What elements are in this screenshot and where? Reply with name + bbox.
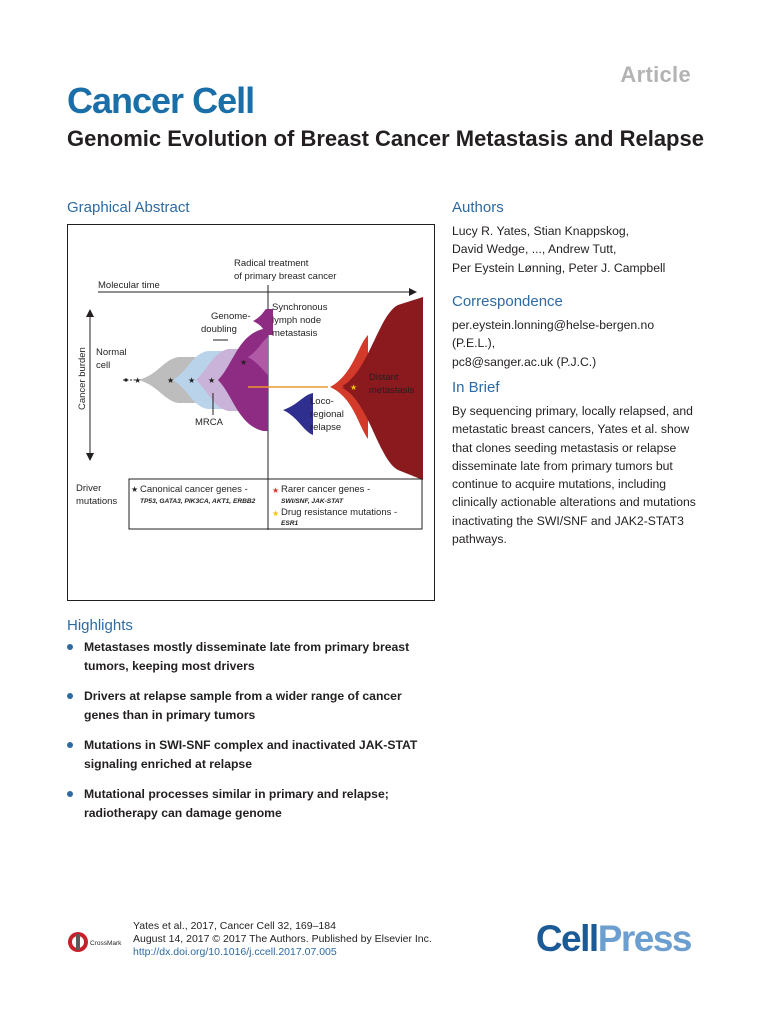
svg-text:★: ★ — [188, 376, 196, 385]
highlight-item: Mutational processes similar in primary and relapse; radiotherapy can damage genome — [67, 785, 437, 822]
loco-regional-label: Loco- — [310, 396, 334, 407]
journal-logo: Cancer Cell — [67, 80, 255, 121]
cancer-burden-label: Cancer burden — [77, 347, 88, 410]
genome-doubling-label: Genome- — [211, 311, 251, 322]
svg-text:★: ★ — [131, 485, 139, 494]
crossmark-logo[interactable] — [67, 930, 127, 954]
bullet-icon — [67, 742, 73, 748]
date-line: August 14, 2017 © 2017 The Authors. Published by Elsevier Inc. — [133, 933, 432, 945]
citation-footer — [133, 920, 432, 959]
highlight-item: Drivers at relapse sample from a wider range of cancer genes than in primary tumors — [67, 687, 437, 724]
mrca-label: MRCA — [195, 417, 223, 428]
svg-text:★: ★ — [272, 509, 280, 518]
bullet-icon — [67, 693, 73, 699]
svg-text:★: ★ — [208, 376, 216, 385]
in-brief-heading: In Brief — [452, 379, 500, 396]
email-link-1[interactable]: per.eystein.lonning@helse-bergen.no — [452, 318, 655, 332]
distant-metastasis-label: Distant — [369, 372, 399, 383]
svg-text:doubling: doubling — [201, 324, 237, 335]
drug-resistance-genes: ESR1 — [281, 520, 299, 527]
graphical-abstract-figure — [67, 224, 435, 601]
driver-mutations-label: Driver — [76, 483, 102, 494]
evolution-diagram — [68, 225, 434, 600]
svg-text:★: ★ — [350, 383, 358, 392]
svg-text:mutations: mutations — [76, 496, 118, 507]
bullet-icon — [67, 644, 73, 650]
highlight-item: Mutations in SWI-SNF complex and inactivated JAK-STAT signaling enriched at relapse — [67, 736, 437, 773]
loco-regional-clone — [283, 393, 313, 435]
svg-text:★: ★ — [272, 486, 280, 495]
highlights-list — [67, 638, 437, 834]
citation-line: Yates et al., 2017, Cancer Cell 32, 169–184 — [133, 920, 336, 932]
authors-heading: Authors — [452, 199, 504, 216]
rarer-genes-label: Rarer cancer genes - — [281, 484, 371, 495]
bullet-icon — [67, 791, 73, 797]
radical-treatment-label-2: of primary breast cancer — [234, 271, 337, 282]
page-title: Genomic Evolution of Breast Cancer Metastasis and Relapse — [67, 126, 704, 151]
cellpress-logo: CellPress — [535, 918, 691, 959]
svg-text:lymph node: lymph node — [272, 315, 322, 326]
svg-text:★: ★ — [338, 383, 346, 392]
svg-text:cell: cell — [96, 360, 111, 371]
molecular-time-label: Molecular time — [98, 280, 160, 291]
svg-text:★: ★ — [134, 376, 142, 385]
graphical-abstract-heading: Graphical Abstract — [67, 199, 190, 216]
correspondence-heading: Correspondence — [452, 293, 563, 310]
radical-treatment-label: Radical treatment — [234, 258, 309, 269]
synchronous-label: Synchronous — [272, 302, 328, 313]
canonical-genes-list: TP53, GATA3, PIK3CA, AKT1, ERBB2 — [140, 498, 256, 505]
correspondence-emails: per.eystein.lonning@helse-bergen.no (P.E.L.), pc8@sanger.ac.uk (P.J.C.) — [452, 316, 712, 371]
normal-cell-label: Normal — [96, 347, 127, 358]
crossmark-text: CrossMark — [90, 940, 122, 947]
svg-text:★: ★ — [240, 358, 248, 367]
doi-link[interactable]: http://dx.doi.org/10.1016/j.ccell.2017.07.005 — [133, 946, 337, 958]
svg-text:metastasis: metastasis — [369, 385, 415, 396]
svg-text:★: ★ — [167, 376, 175, 385]
svg-text:relapse: relapse — [310, 422, 342, 433]
svg-text:regional: regional — [310, 409, 344, 420]
email-link-2[interactable]: pc8@sanger.ac.uk (P.J.C.) — [452, 354, 597, 369]
in-brief-text: By sequencing primary, locally relapsed, and metastatic breast cancers, Yates et al. show that clones seeding metastasis or relapse disseminate late from primary tumors but continue to acquire mutations, including clinically actionable alterations and mutations inactivating the SWI/SNF and JAK2-STAT3 pathways. — [452, 404, 696, 547]
clone-primary-purple — [218, 329, 268, 431]
article-label: Article — [620, 62, 691, 87]
highlights-heading: Highlights — [67, 617, 133, 634]
rarer-genes-list: SWI/SNF, JAK-STAT — [281, 498, 344, 505]
svg-text:metastasis: metastasis — [272, 328, 318, 339]
authors-list: Lucy R. Yates, Stian Knappskog, David Wedge, ..., Andrew Tutt, Per Eystein Lønning, Peter J. Campbell — [452, 224, 666, 275]
highlight-item: Metastases mostly disseminate late from primary breast tumors, keeping most drivers — [67, 638, 437, 675]
drug-resistance-label: Drug resistance mutations - — [281, 507, 398, 518]
canonical-genes-label: Canonical cancer genes - — [140, 484, 248, 495]
